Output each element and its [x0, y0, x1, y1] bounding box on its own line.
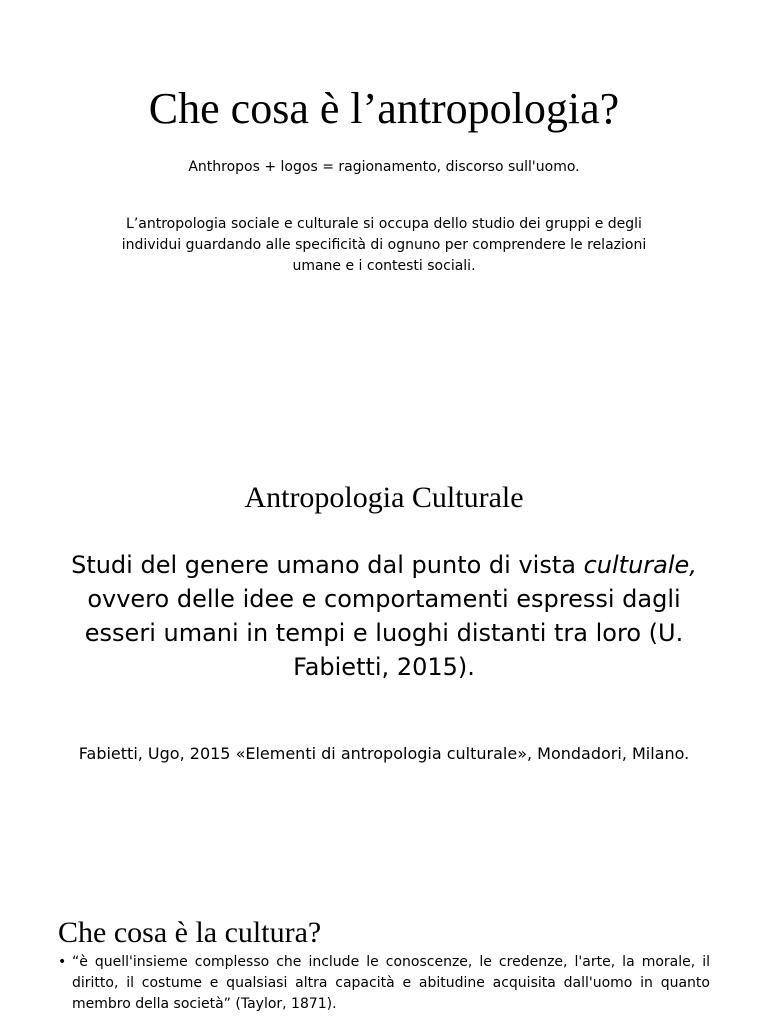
definition-italic-word: culturale, [583, 551, 697, 579]
slide-antropologia-culturale [0, 470, 768, 810]
slide-title: Che cosa è l’antropologia? [148, 84, 620, 133]
bullet-marker: • [58, 954, 67, 970]
citation-text: Fabietti, Ugo, 2015 «Elementi di antropologia culturale», Mondadori, Milano. [78, 744, 690, 763]
definition-text-end: ovvero delle idee e comportamenti espressi dagli esseri umani in tempi e luoghi distanti tra loro (U. Fabietti, 2015). [84, 585, 684, 681]
slide-cultura [0, 905, 768, 1024]
slide-antropologia-intro [0, 0, 768, 300]
definition-text [70, 548, 698, 684]
slide-title: Antropologia Culturale [244, 481, 524, 514]
bullet-list [58, 952, 710, 1015]
bullet-text: “è quell'insieme complesso che include le conoscenze, le credenze, l'arte, la morale, il diritto, il costume e qualsiasi altra capacità e abitudine acquisita dall'uomo in quanto membro della società” (Taylor, 1871). [72, 954, 710, 1012]
slide-body-text: L’antropologia sociale e culturale si occupa dello studio dei gruppi e degli individui guardando alle specificità di ognuno per comprendere le relazioni umane e i contesti sociali. [121, 216, 647, 274]
slide-title: Che cosa è la cultura? [58, 916, 322, 949]
definition-text-start: Studi del genere umano dal punto di vista [71, 551, 576, 579]
slide-subtitle: Anthropos + logos = ragionamento, discorso sull'uomo. [188, 159, 580, 175]
bullet-item [58, 952, 710, 1015]
